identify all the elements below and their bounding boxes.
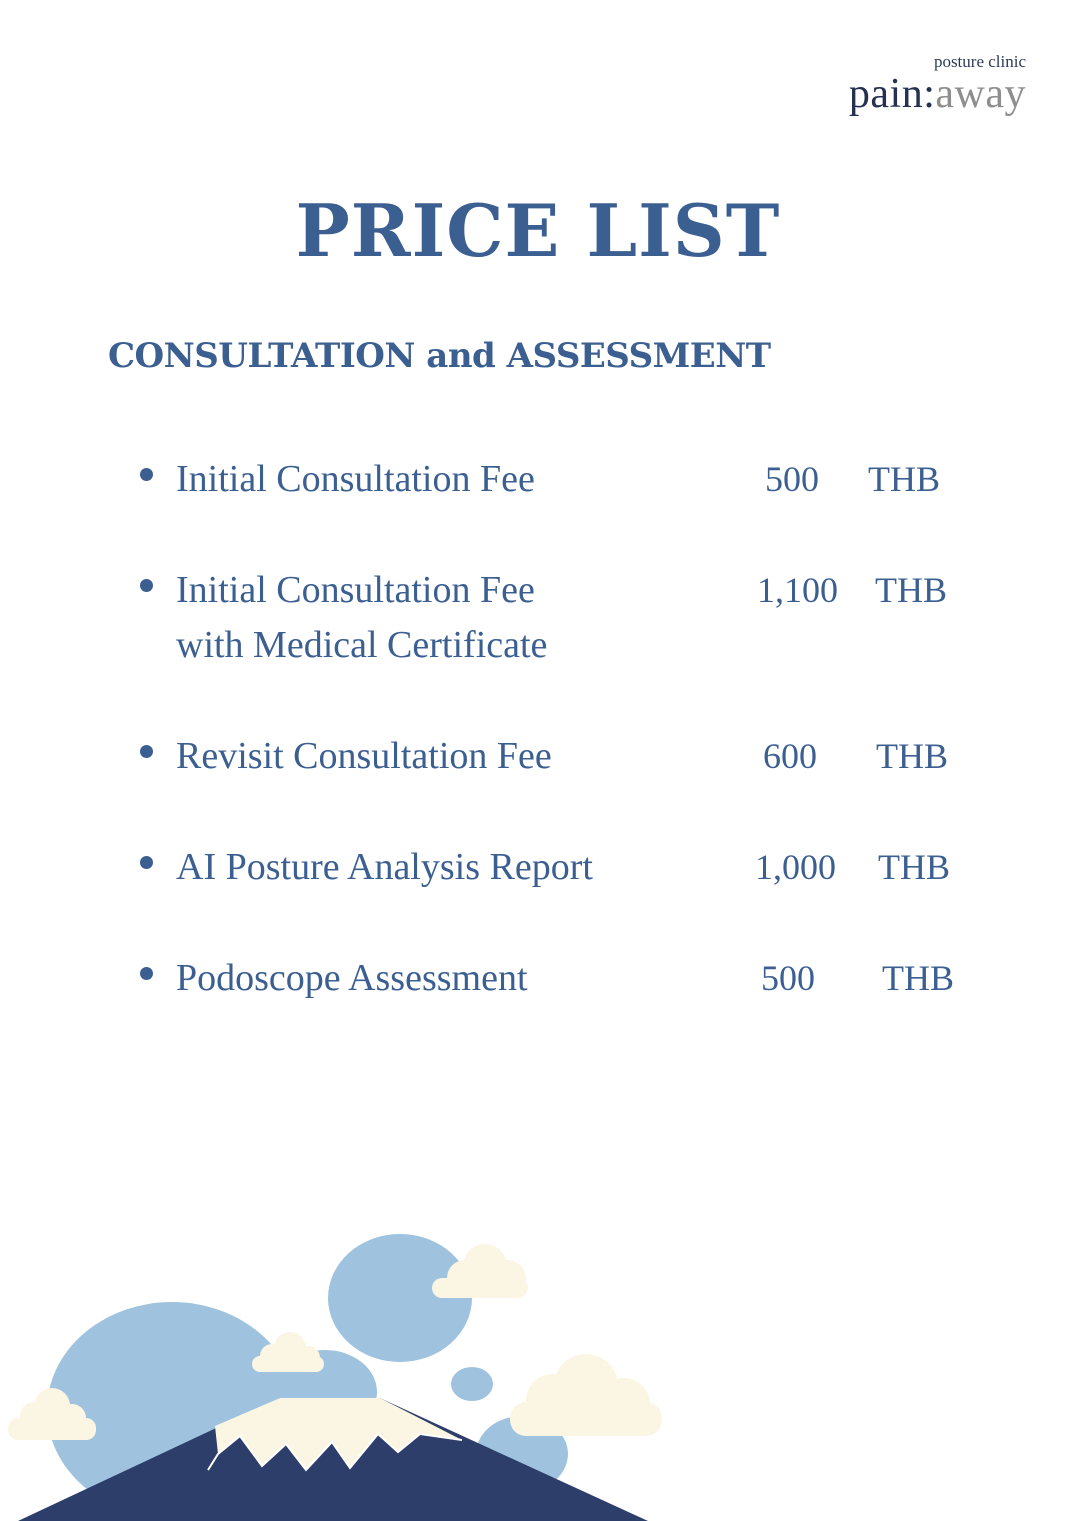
item-name: Initial Consultation Fee — [176, 458, 535, 500]
item-amount: 600 — [763, 736, 817, 776]
cloud-icon — [510, 1354, 662, 1436]
logo-word-pain: pain — [848, 71, 924, 117]
item-name: Initial Consultation Fee — [176, 569, 535, 611]
item-currency: THB — [868, 459, 940, 499]
item-name: Podoscope Assessment — [176, 957, 528, 999]
circle-decoration — [451, 1367, 493, 1401]
logo-separator: : — [923, 71, 936, 117]
item-name: Revisit Consultation Fee — [176, 735, 552, 777]
item-amount: 1,000 — [755, 847, 836, 887]
bullet-icon — [140, 967, 153, 980]
bullet-icon — [140, 856, 153, 869]
bullet-icon — [140, 745, 153, 758]
item-amount: 1,100 — [757, 570, 838, 610]
item-name: AI Posture Analysis Report — [176, 846, 593, 888]
item-currency: THB — [882, 958, 954, 998]
bullet-icon — [140, 579, 153, 592]
clinic-logo — [849, 52, 1026, 116]
page-title: PRICE LIST — [295, 188, 781, 273]
logo-word-away: away — [935, 71, 1026, 117]
item-name-line2: with Medical Certificate — [176, 624, 548, 666]
logo-wordmark — [849, 72, 1026, 116]
item-currency: THB — [876, 736, 948, 776]
item-currency: THB — [878, 847, 950, 887]
item-currency: THB — [875, 570, 947, 610]
item-amount: 500 — [765, 459, 819, 499]
logo-subtitle: posture clinic — [933, 52, 1026, 71]
section-heading: CONSULTATION and ASSESSMENT — [108, 336, 771, 376]
mountain-illustration — [0, 1220, 700, 1521]
bullet-icon — [140, 468, 153, 481]
item-amount: 500 — [761, 958, 815, 998]
